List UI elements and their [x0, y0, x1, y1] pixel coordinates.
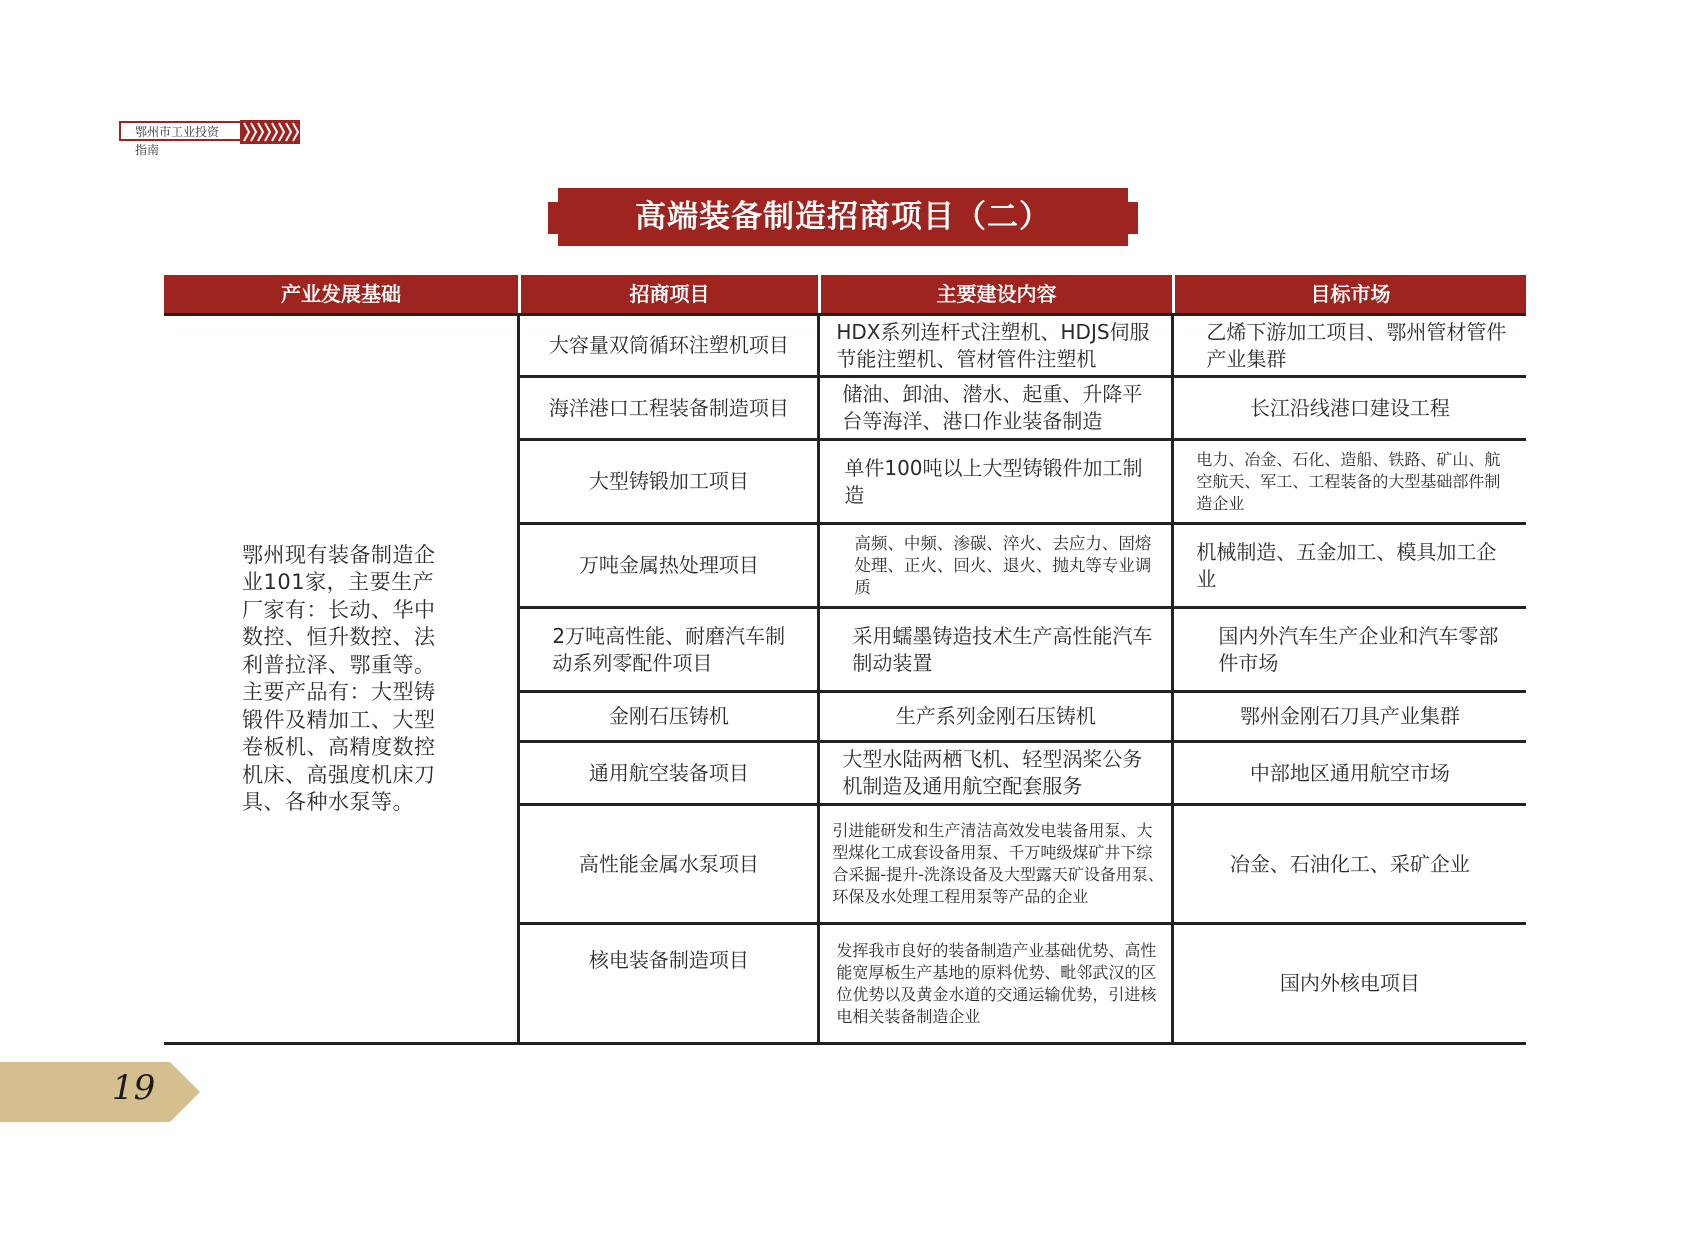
page-title: 高端装备制造招商项目（二） — [635, 199, 1051, 235]
page-number: 19 — [112, 1068, 156, 1108]
table-header-row — [164, 275, 1526, 316]
project-cell: 海洋港口工程装备制造项目 — [548, 395, 789, 420]
content-cell: HDX系列连杆式注塑机、HDJS伺服节能注塑机、管材管件注塑机 — [817, 316, 1171, 375]
table-row — [520, 925, 1526, 1042]
table-row — [520, 693, 1526, 743]
project-cell: 大容量双筒循环注塑机项目 — [548, 333, 789, 357]
content-cell: 储油、卸油、潜水、起重、升降平台等海洋、港口作业装备制造 — [817, 378, 1171, 438]
table-row — [520, 806, 1526, 925]
guide-title: 鄂州市工业投资指南 — [119, 121, 240, 141]
industry-basis-text: 鄂州现有装备制造企业101家，主要生产厂家有：长动、华中数控、恒升数控、法利普拉泽、鄂重等。主要产品有：大型铸锻件及精加工、大型卷板机、高精度数控机床、高强度机床刀具、各种水泵等。 — [242, 542, 436, 814]
header-construction-content: 主要建设内容 — [818, 275, 1172, 313]
guide-header-tag — [119, 121, 300, 157]
market-cell: 鄂州金刚石刀具产业集群 — [1171, 693, 1525, 740]
market-cell: 国内外核电项目 — [1171, 925, 1525, 1042]
content-cell: 发挥我市良好的装备制造产业基础优势、高性能宽厚板生产基地的原料优势、毗邻武汉的区位优势以及黄金水道的交通运输优势，引进核电相关装备制造企业 — [817, 925, 1171, 1042]
content-cell: 单件100吨以上大型铸锻件加工制造 — [817, 441, 1171, 522]
content-cell: 大型水陆两栖飞机、轻型涡桨公务机制造及通用航空配套服务 — [817, 743, 1171, 803]
industry-basis-cell — [164, 316, 517, 1042]
header-industry-basis: 产业发展基础 — [164, 275, 518, 313]
header-target-market: 目标市场 — [1172, 275, 1526, 313]
table-row — [520, 609, 1526, 693]
market-cell: 长江沿线港口建设工程 — [1171, 378, 1525, 438]
table-body — [164, 316, 1526, 1045]
investment-projects-table — [164, 275, 1526, 1045]
project-cell: 万吨金属热处理项目 — [578, 553, 759, 577]
table-row — [520, 441, 1526, 525]
header-project: 招商项目 — [518, 275, 818, 313]
market-cell: 电力、冶金、石化、造船、铁路、矿山、航空航天、军工、工程装备的大型基础部件制造企业 — [1171, 441, 1525, 522]
project-rows — [517, 316, 1526, 1042]
content-cell: 高频、中频、渗碳、淬火、去应力、固熔处理、正火、回火、退火、抛丸等专业调质 — [817, 525, 1171, 606]
project-cell: 大型铸锻加工项目 — [588, 469, 749, 493]
table-row — [520, 743, 1526, 806]
content-cell: 引进能研发和生产清洁高效发电装备用泵、大型煤化工成套设备用泵、千万吨级煤矿井下综合采掘-提升-洗涤设备及大型露天矿设备用泵、环保及水处理工程用泵等产品的企业 — [817, 806, 1171, 922]
chevron-arrows-icon — [240, 120, 300, 144]
project-cell: 2万吨高性能、耐磨汽车制动系列零配件项目 — [552, 623, 786, 675]
market-cell: 国内外汽车生产企业和汽车零部件市场 — [1171, 609, 1525, 690]
market-cell: 冶金、石油化工、采矿企业 — [1171, 806, 1525, 922]
market-cell: 乙烯下游加工项目、鄂州管材管件产业集群 — [1171, 316, 1525, 375]
title-banner — [548, 188, 1138, 246]
project-cell: 高性能金属水泵项目 — [578, 851, 759, 876]
project-cell: 通用航空装备项目 — [588, 760, 749, 785]
project-cell: 核电装备制造项目 — [588, 948, 749, 972]
table-row — [520, 316, 1526, 378]
content-cell: 生产系列金刚石压铸机 — [817, 693, 1171, 740]
market-cell: 中部地区通用航空市场 — [1171, 743, 1525, 803]
table-row — [520, 378, 1526, 441]
table-row — [520, 525, 1526, 609]
market-cell: 机械制造、五金加工、模具加工企业 — [1171, 525, 1525, 606]
page-number-tab — [0, 1062, 200, 1122]
project-cell: 金刚石压铸机 — [608, 704, 729, 728]
content-cell: 采用蠕墨铸造技术生产高性能汽车制动装置 — [817, 609, 1171, 690]
